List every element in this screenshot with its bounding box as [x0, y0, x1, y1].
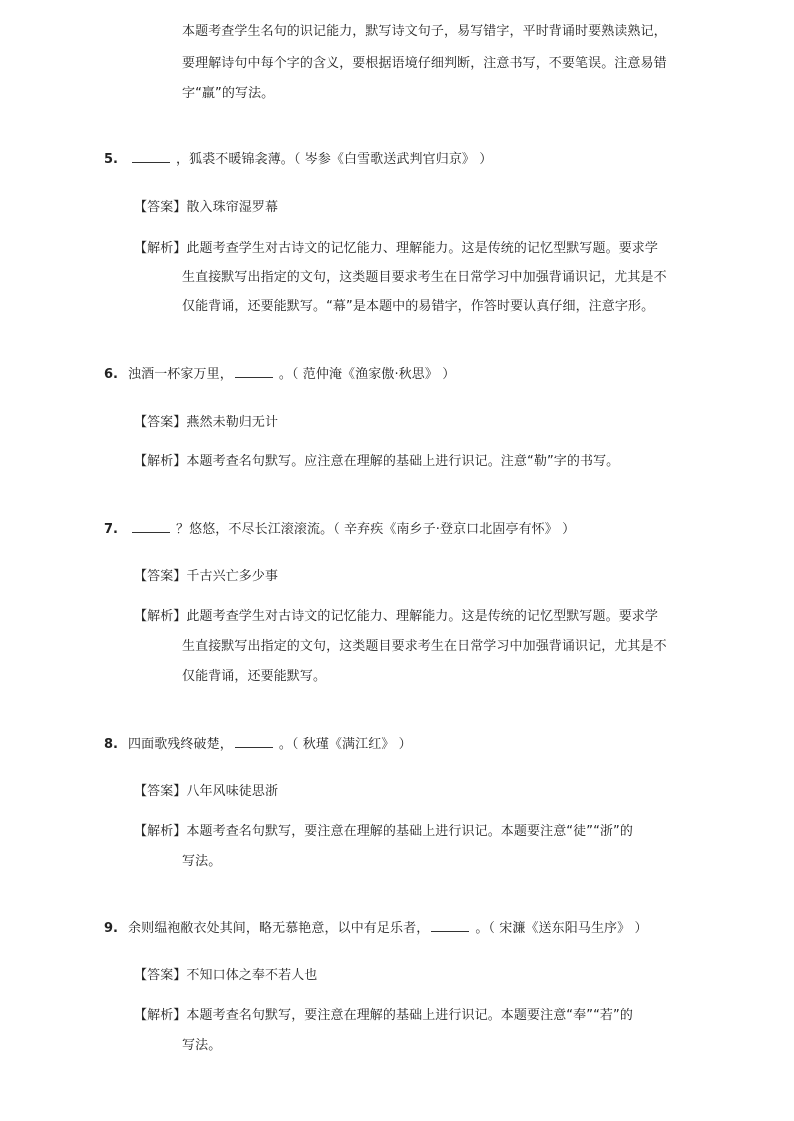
answer-blank	[132, 520, 170, 533]
analysis-line: 本题考查名句默写，要注意在理解的基础上进行识记。本题要注意“奉”“若”的	[186, 1008, 633, 1023]
intro-line-1: 本题考查学生名句的识记能力，默写诗文句子，易写错字，平时背诵时要熟读熟记，	[182, 24, 667, 39]
analysis-line: 本题考查名句默写，要注意在理解的基础上进行识记。本题要注意“徒”“浙”的	[186, 824, 633, 839]
answer-text: 八年风味徒思浙	[186, 784, 279, 799]
question-number: 9.	[104, 921, 118, 936]
analysis-line: 此题考查学生对古诗文的记忆能力、理解能力。这是传统的记忆型默写题。要求学	[186, 241, 659, 256]
analysis-tag: 【解析】	[134, 241, 187, 256]
analysis-line: 写法。	[182, 854, 222, 869]
question-number: 6.	[104, 367, 118, 382]
question-text-after: 。（ 宋濂《送东阳马生序》 ）	[475, 921, 648, 936]
answer-tag: 【答案】	[134, 200, 187, 215]
answer-blank	[132, 150, 170, 163]
question-stem	[128, 735, 412, 755]
intro-line-3: 字“羸”的写法。	[182, 86, 275, 101]
question-stem	[128, 365, 455, 385]
analysis-tag: 【解析】	[134, 454, 187, 469]
question-text-after: 。（ 秋瑾《满江红》 ）	[278, 737, 412, 752]
analysis-tag: 【解析】	[134, 824, 187, 839]
question-text-after: ，狐裘不暖锦衾薄。（ 岑参《白雪歌送武判官归京》 ）	[176, 152, 493, 167]
question-text-after: 。（ 范仲淹《渔家傲·秋思》 ）	[278, 367, 456, 382]
analysis-line: 生直接默写出指定的文句，这类题目要求考生在日常学习中加强背诵识记，尤其是不	[182, 639, 667, 654]
analysis-tag: 【解析】	[134, 609, 187, 624]
question-stem	[130, 520, 575, 540]
analysis-row	[134, 1006, 633, 1026]
answer-row	[134, 198, 278, 218]
analysis-line: 本题考查名句默写。应注意在理解的基础上进行识记。注意“勒”字的书写。	[186, 454, 620, 469]
answer-text: 不知口体之奉不若人也	[186, 968, 318, 983]
analysis-line: 此题考查学生对古诗文的记忆能力、理解能力。这是传统的记忆型默写题。要求学	[186, 609, 659, 624]
analysis-line: 仅能背诵，还要能默写。“幕”是本题中的易错字，作答时要认真仔细，注意字形。	[182, 299, 655, 314]
answer-tag: 【答案】	[134, 968, 187, 983]
question-number: 7.	[104, 522, 118, 537]
analysis-row	[134, 239, 658, 259]
answer-tag: 【答案】	[134, 569, 187, 584]
analysis-line: 写法。	[182, 1038, 222, 1053]
analysis-line: 仅能背诵，还要能默写。	[182, 669, 327, 684]
answer-row	[134, 567, 278, 587]
question-text-before: 四面歌残终破楚，	[128, 737, 233, 752]
answer-row	[134, 413, 278, 433]
question-number: 8.	[104, 737, 118, 752]
question-text-before: 浊酒一杯家万里，	[128, 367, 233, 382]
answer-text: 千古兴亡多少事	[186, 569, 279, 584]
question-stem	[130, 150, 492, 170]
answer-blank	[235, 735, 273, 748]
answer-blank	[235, 365, 273, 378]
answer-blank	[431, 919, 469, 932]
question-text-before: 余则缊袍敝衣处其间，略无慕艳意，以中有足乐者，	[128, 921, 430, 936]
analysis-row	[134, 607, 658, 627]
answer-text: 散入珠帘湿罗幕	[186, 200, 279, 215]
analysis-tag: 【解析】	[134, 1008, 187, 1023]
analysis-row	[134, 452, 619, 472]
intro-line-2: 要理解诗句中每个字的含义，要根据语境仔细判断，注意书写，不要笔误。注意易错	[182, 56, 667, 71]
answer-row	[134, 966, 317, 986]
answer-row	[134, 782, 278, 802]
answer-text: 燕然未勒归无计	[186, 415, 279, 430]
question-number: 5.	[104, 152, 118, 167]
analysis-line: 生直接默写出指定的文句，这类题目要求考生在日常学习中加强背诵识记，尤其是不	[182, 270, 667, 285]
answer-tag: 【答案】	[134, 784, 187, 799]
question-text-after: ？悠悠，不尽长江滚滚流。（ 辛弃疾《南乡子·登京口北固亭有怀》 ）	[176, 522, 576, 537]
question-stem	[128, 919, 648, 939]
analysis-row	[134, 822, 633, 842]
answer-tag: 【答案】	[134, 415, 187, 430]
